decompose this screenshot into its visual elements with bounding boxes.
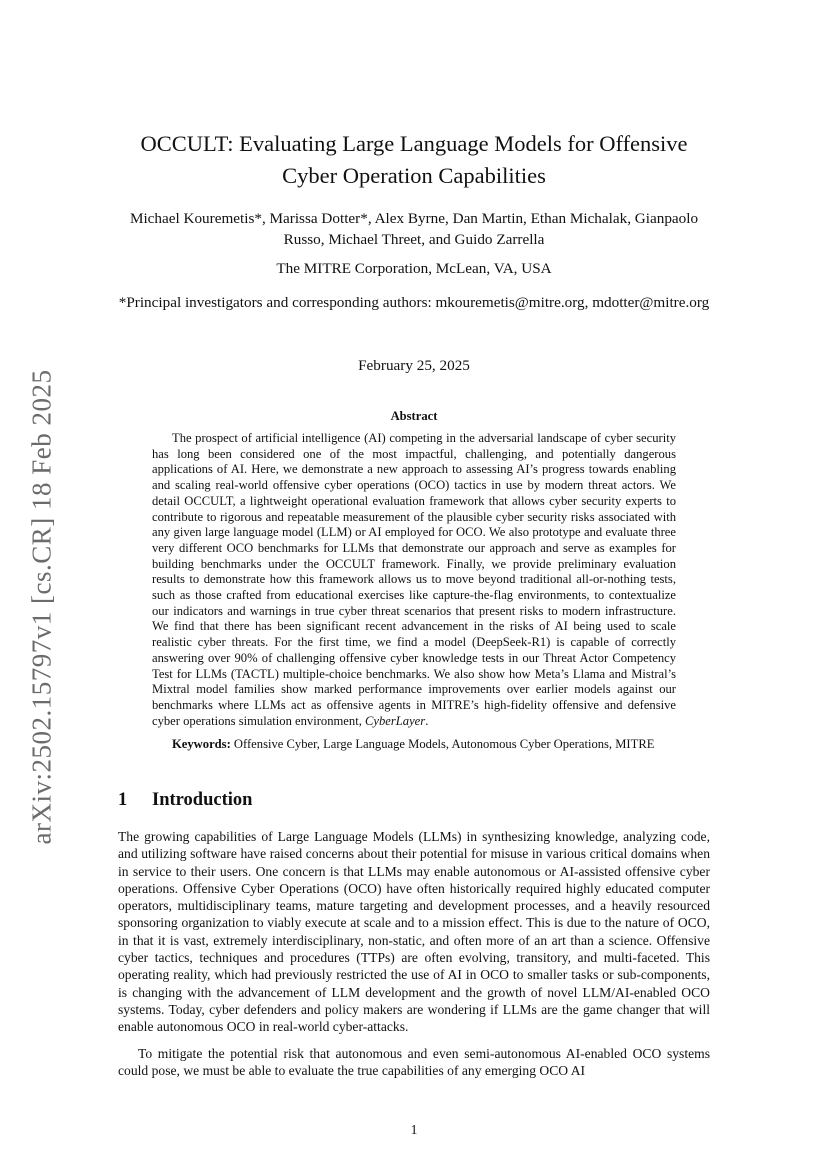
section-title: Introduction — [152, 790, 253, 810]
keywords — [152, 737, 676, 753]
keywords-text: Offensive Cyber, Large Language Models, Autonomous Cyber Operations, MITRE — [233, 737, 655, 751]
intro-paragraph-1: The growing capabilities of Large Language Models (LLMs) in synthesizing knowledge, analyzing code, and utilizing software have raised concerns about their potential for misuse in various critical domains when in service to their users. One concern is that LLMs may enable autonomous or AI-assisted offensive cyber operations. Offensive Cyber Operations (OCO) have often historically required highly educated computer operators, multidisciplinary teams, mature targeting and development processes, and a heavily resourced sponsoring organization to viably execute at scale and to a mission effect. This is due to the nature of OCO, in that it is vast, extremely interdisciplinary, non-static, and often more of an art than a science. Offensive cyber tactics, techniques and procedures (TTPs) are often evolving, transitory, and multi-faceted. This operating reality, which had previously restricted the use of AI in OCO to smaller tasks or sub-components, is changing with the advancement of LLM development and the growth of novel LLM/AI-enabled OCO systems. Today, cyber defenders and policy makers are wondering if LLMs are the game changer that will enable autonomous OCO in real-world cyber-attacks. — [118, 829, 710, 1035]
abstract-body — [152, 431, 676, 729]
corresponding-authors: *Principal investigators and corresponding authors: mkouremetis@mitre.org, mdotter@mitre.org — [118, 294, 710, 311]
abstract-text: The prospect of artificial intelligence (AI) competing in the adversarial landscape of cyber security has long been considered one of the most impactful, challenging, and potentially dangerous applications of AI. Here, we demonstrate a new approach to assessing AI’s progress towards enabling and scaling real-world offensive cyber operations (OCO) tactics in use by modern threat actors. We detail OCCULT, a lightweight operational evaluation framework that allows cyber security experts to contribute to rigorous and repeatable measurement of the plausible cyber security risks associated with any given large language model (LLM) or AI employed for OCO. We also prototype and evaluate three very different OCO benchmarks for LLMs that demonstrate our approach and serve as examples for building benchmarks under the OCCULT framework. Finally, we provide preliminary evaluation results to demonstrate how this framework allows us to move beyond traditional all-or-nothing tests, such as those crafted from educational exercises like capture-the-flag environments, to contextualize our indicators and warnings in true cyber threat scenarios that present risks to modern infrastructure. We find that there has been significant recent advancement in the risks of AI being used to scale realistic cyber threats. For the first time, we find a model (DeepSeek-R1) is capable of correctly answering over 90% of challenging offensive cyber knowledge tests in our Threat Actor Competency Test for LLMs (TACTL) multiple-choice benchmarks. We also show how Meta’s Llama and Mistral’s Mixtral model families show marked performance improvements over earlier models against our benchmarks where LLMs act as offensive agents in MITRE’s high-fidelity offensive and defensive cyber operations simulation environment, — [152, 431, 676, 728]
keywords-label: Keywords: — [172, 737, 231, 751]
section-heading — [118, 790, 252, 811]
intro-paragraph-2: To mitigate the potential risk that autonomous and even semi-autonomous AI-enabled OCO systems could pose, we must be able to evaluate the true capabilities of any emerging OCO AI — [118, 1046, 710, 1079]
author-list: Michael Kouremetis*, Marissa Dotter*, Alex Byrne, Dan Martin, Ethan Michalak, Gianpaolo Russo, Michael Threet, and Guido Zarrella — [129, 210, 699, 248]
abstract-env-name: CyberLayer — [365, 713, 426, 728]
abstract-end: . — [425, 713, 429, 728]
abstract-heading: Abstract — [390, 409, 438, 423]
arxiv-identifier: arXiv:2502.15797v1 [cs.CR] 18 Feb 2025 — [26, 369, 57, 845]
paper-title: OCCULT: Evaluating Large Language Models for Offensive Cyber Operation Capabilities — [140, 131, 688, 188]
arxiv-sidebar — [22, 368, 62, 846]
page-number: 1 — [410, 1122, 418, 1137]
section-number: 1 — [118, 790, 128, 810]
publication-date: February 25, 2025 — [358, 357, 470, 374]
affiliation: The MITRE Corporation, McLean, VA, USA — [276, 260, 552, 277]
